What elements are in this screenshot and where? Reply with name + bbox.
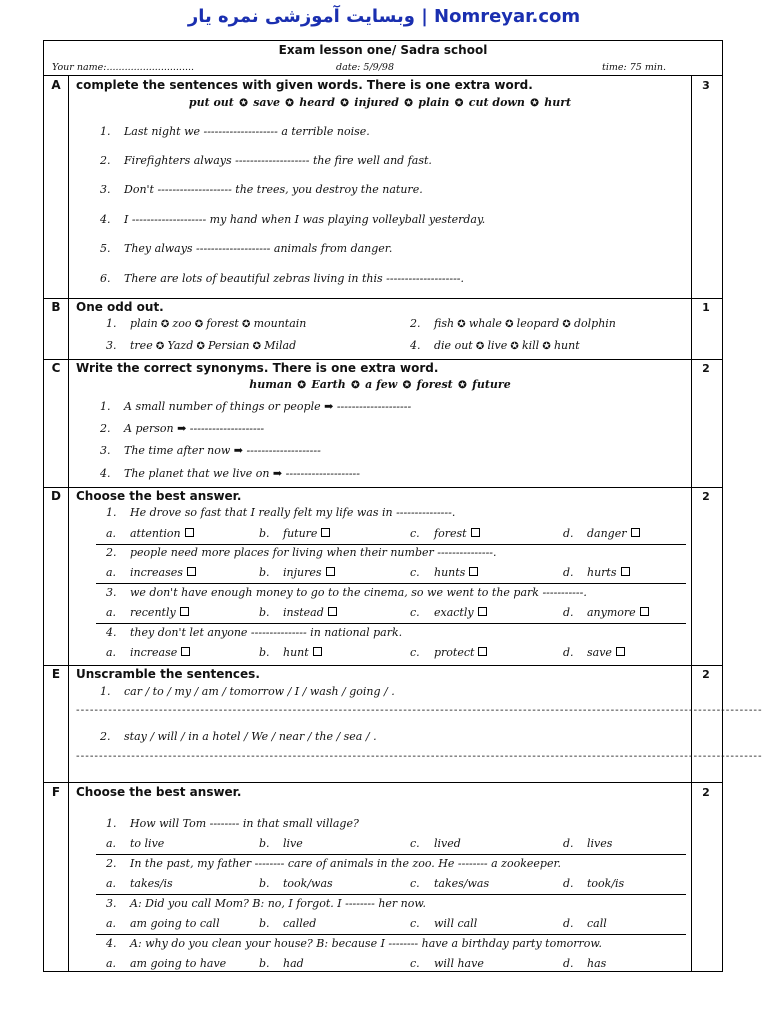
synonym-item <box>100 467 360 480</box>
option-text: protect <box>434 646 475 659</box>
item-text: In the past, my father -------- care of animals in the zoo. He -------- a zookeeper. <box>130 857 562 870</box>
checkbox-icon[interactable] <box>478 607 487 616</box>
question-divider <box>96 934 686 935</box>
option-text: hunt <box>283 646 309 659</box>
answer-option[interactable] <box>410 917 477 930</box>
option-label: b. <box>259 837 270 850</box>
answer-option[interactable] <box>106 606 189 619</box>
option-label: b. <box>259 957 270 970</box>
item-number: 4. <box>106 626 117 639</box>
word-bank-item: injured <box>354 96 399 109</box>
section-title: complete the sentences with given words. There is one extra word. <box>76 78 533 92</box>
option-label: d. <box>563 917 574 930</box>
synonym-item <box>100 444 321 457</box>
bullet-icon: ✪ <box>454 319 469 330</box>
word-bank-item: hurt <box>544 96 572 109</box>
bullet-icon: ✪ <box>501 319 517 330</box>
bullet-icon: ✪ <box>281 98 298 109</box>
question-divider <box>96 623 686 624</box>
choice-word[interactable]: Milad <box>264 339 297 352</box>
option-label: b. <box>259 566 270 579</box>
checkbox-icon[interactable] <box>469 567 478 576</box>
section-title: One odd out. <box>76 300 164 314</box>
item-text: they don't let anyone --------------- in national park. <box>130 626 403 639</box>
question-text <box>106 586 587 599</box>
sentence-item <box>100 213 485 226</box>
word-bank-item: heard <box>299 96 335 109</box>
answer-option[interactable] <box>259 606 337 619</box>
answer-option[interactable] <box>106 566 196 579</box>
choice-word[interactable]: fish <box>434 317 455 330</box>
sentence-item <box>100 272 464 285</box>
item-number: 1. <box>100 125 111 138</box>
option-label: a. <box>106 566 117 579</box>
option-text: has <box>587 957 607 970</box>
section-letter: D <box>51 489 61 503</box>
answer-option[interactable] <box>259 917 316 930</box>
item-number: 4. <box>410 339 421 352</box>
section-letter: B <box>51 300 61 314</box>
answer-option[interactable] <box>410 566 478 579</box>
word-bank-item: Earth <box>311 378 346 391</box>
choice-word[interactable]: zoo <box>172 317 192 330</box>
answer-option[interactable] <box>106 527 194 540</box>
answer-option[interactable] <box>563 527 640 540</box>
checkbox-icon[interactable] <box>471 528 480 537</box>
checkbox-icon[interactable] <box>478 647 487 656</box>
choice-word[interactable]: plain <box>130 317 158 330</box>
answer-option[interactable] <box>259 877 333 890</box>
option-text: lived <box>434 837 461 850</box>
synonym-item <box>100 422 264 435</box>
section-score: 2 <box>702 668 710 681</box>
item-number: 3. <box>100 183 111 196</box>
option-text: am going to have <box>130 957 227 970</box>
checkbox-icon[interactable] <box>631 528 640 537</box>
answer-option[interactable] <box>259 527 330 540</box>
word-bank-item: a few <box>365 378 398 391</box>
odd-one-out-item <box>106 317 306 330</box>
checkbox-icon[interactable] <box>321 528 330 537</box>
answer-option[interactable] <box>410 606 487 619</box>
item-number: 3. <box>100 444 111 457</box>
section-divider <box>44 359 722 360</box>
option-label: d. <box>563 837 574 850</box>
bullet-icon: ✪ <box>399 380 415 391</box>
answer-line[interactable]: ----------------------------------------------------------------------------------------------------------------------------------------------------- <box>76 705 763 716</box>
bullet-icon: ✪ <box>539 341 554 352</box>
option-text: takes/was <box>434 877 490 890</box>
word-bank-item: put out <box>188 96 234 109</box>
bullet-icon: ✪ <box>559 319 574 330</box>
question-text <box>106 626 402 639</box>
answer-option[interactable] <box>106 837 164 850</box>
item-number: 2. <box>100 154 111 167</box>
section-score: 2 <box>702 490 710 503</box>
option-text: danger <box>587 527 627 540</box>
item-number: 3. <box>106 586 117 599</box>
exam-title: Exam lesson one/ Sadra school <box>278 43 488 57</box>
answer-option[interactable] <box>410 527 480 540</box>
option-text: increases <box>130 566 183 579</box>
item-number: 2. <box>106 857 117 870</box>
option-text: takes/is <box>130 877 173 890</box>
item-text: A: Did you call Mom? B: no, I forgot. I -------- her now. <box>130 897 426 910</box>
section-score: 1 <box>702 301 710 314</box>
item-text: A small number of things or people ➡ -------------------- <box>124 400 412 413</box>
item-number: 1. <box>106 506 117 519</box>
option-label: c. <box>410 646 420 659</box>
item-text: Firefighters always -------------------- the fire well and fast. <box>124 154 432 167</box>
item-number: 2. <box>410 317 421 330</box>
option-text: forest <box>434 527 467 540</box>
item-text: A: why do you clean your house? B: because I -------- have a birthday party tomorrow. <box>130 937 603 950</box>
option-text: to live <box>130 837 165 850</box>
item-number: 3. <box>106 897 117 910</box>
item-number: 1. <box>100 685 111 698</box>
exam-date: date: 5/9/98 <box>336 62 394 73</box>
word-bank-item: cut down <box>468 96 525 109</box>
scramble-item <box>100 730 377 743</box>
question-text <box>106 506 455 519</box>
option-text: took/was <box>283 877 333 890</box>
option-text: increase <box>130 646 178 659</box>
choice-word[interactable]: Yazd <box>167 339 194 352</box>
choice-word[interactable]: forest <box>206 317 239 330</box>
section-divider <box>44 782 722 783</box>
option-text: will call <box>434 917 478 930</box>
section-letter: E <box>51 667 61 681</box>
choice-word[interactable]: dolphin <box>573 317 616 330</box>
option-text: instead <box>283 606 324 619</box>
option-text: am going to call <box>130 917 220 930</box>
answer-option[interactable] <box>563 877 624 890</box>
section-letter: F <box>51 785 61 799</box>
option-label: b. <box>259 877 270 890</box>
option-text: live <box>283 837 303 850</box>
question-text <box>106 546 497 559</box>
item-text: The planet that we live on ➡ -------------------- <box>124 467 360 480</box>
option-label: c. <box>410 957 420 970</box>
item-text: There are lots of beautiful zebras living in this --------------------. <box>124 272 465 285</box>
checkbox-icon[interactable] <box>180 607 189 616</box>
option-label: c. <box>410 566 420 579</box>
bullet-icon: ✪ <box>152 341 168 352</box>
section-title: Unscramble the sentences. <box>76 667 260 681</box>
word-bank <box>68 378 692 391</box>
option-label: a. <box>106 877 117 890</box>
question-text <box>106 897 426 910</box>
exam-sheet <box>43 40 763 972</box>
choice-word[interactable]: tree <box>130 339 153 352</box>
answer-option[interactable] <box>259 837 303 850</box>
option-text: called <box>283 917 317 930</box>
question-divider <box>96 894 686 895</box>
scramble-item <box>100 685 395 698</box>
sentence-item <box>100 183 423 196</box>
answer-option[interactable] <box>106 877 173 890</box>
item-number: 1. <box>106 817 117 830</box>
option-label: a. <box>106 957 117 970</box>
option-label: a. <box>106 527 117 540</box>
item-text: A person ➡ -------------------- <box>124 422 265 435</box>
item-text: Don't -------------------- the trees, you destroy the nature. <box>124 183 423 196</box>
checkbox-icon[interactable] <box>181 647 190 656</box>
item-text: How will Tom -------- in that small village? <box>130 817 359 830</box>
item-text: car / to / my / am / tomorrow / I / wash / going / . <box>124 685 395 698</box>
option-label: b. <box>259 917 270 930</box>
section-letter: C <box>51 361 61 375</box>
bullet-icon: ✪ <box>472 341 488 352</box>
question-divider <box>96 583 686 584</box>
letter-column-line <box>68 75 69 971</box>
question-text <box>106 857 561 870</box>
word-bank <box>68 96 692 109</box>
question-text <box>106 817 359 830</box>
sentence-item <box>100 242 392 255</box>
item-text: people need more places for living when their number ---------------. <box>130 546 497 559</box>
answer-option[interactable] <box>259 646 322 659</box>
answer-option[interactable] <box>563 917 607 930</box>
sentence-item <box>100 154 432 167</box>
item-text: He drove so fast that I really felt my life was in ---------------. <box>130 506 456 519</box>
synonym-item <box>100 400 411 413</box>
bullet-icon: ✪ <box>454 380 471 391</box>
option-label: c. <box>410 917 420 930</box>
item-text: stay / will / in a hotel / We / near / the / sea / . <box>124 730 377 743</box>
choice-word[interactable]: die out <box>434 339 473 352</box>
item-text: Last night we -------------------- a terrible noise. <box>124 125 370 138</box>
bullet-icon: ✪ <box>193 341 209 352</box>
name-field: Your name:............................. <box>52 62 195 73</box>
item-number: 5. <box>100 242 111 255</box>
option-label: b. <box>259 527 270 540</box>
checkbox-icon[interactable] <box>616 647 625 656</box>
section-divider <box>44 665 722 666</box>
word-bank-item: future <box>472 378 511 391</box>
option-text: injures <box>283 566 322 579</box>
item-number: 2. <box>106 546 117 559</box>
option-label: a. <box>106 837 117 850</box>
checkbox-icon[interactable] <box>187 567 196 576</box>
option-label: d. <box>563 957 574 970</box>
option-text: future <box>283 527 318 540</box>
bullet-icon: ✪ <box>238 319 254 330</box>
item-text: I -------------------- my hand when I was playing volleyball yesterday. <box>124 213 486 226</box>
item-number: 2. <box>100 422 111 435</box>
item-number: 4. <box>100 467 111 480</box>
choice-word[interactable]: mountain <box>253 317 307 330</box>
choice-word[interactable]: kill <box>521 339 540 352</box>
answer-option[interactable] <box>563 566 630 579</box>
question-text <box>106 937 602 950</box>
option-text: recently <box>130 606 176 619</box>
bullet-icon: ✪ <box>347 380 364 391</box>
choice-word[interactable]: hunt <box>553 339 580 352</box>
question-divider <box>96 854 686 855</box>
item-text: we don't have enough money to go to the cinema, so we went to the park -----------. <box>130 586 587 599</box>
odd-one-out-item <box>106 339 296 352</box>
option-label: d. <box>563 646 574 659</box>
bullet-icon: ✪ <box>507 341 522 352</box>
checkbox-icon[interactable] <box>640 607 649 616</box>
option-text: hunts <box>434 566 466 579</box>
bullet-icon: ✪ <box>400 98 417 109</box>
item-number: 3. <box>106 339 117 352</box>
answer-option[interactable] <box>410 837 461 850</box>
choice-word[interactable]: leopard <box>516 317 560 330</box>
choice-word[interactable]: whale <box>468 317 502 330</box>
item-text: They always -------------------- animals from danger. <box>124 242 393 255</box>
item-number: 4. <box>100 213 111 226</box>
sentence-item <box>100 125 370 138</box>
section-title: Choose the best answer. <box>76 489 242 503</box>
section-divider <box>44 298 722 299</box>
bullet-icon: ✪ <box>235 98 252 109</box>
section-score: 2 <box>702 786 710 799</box>
item-number: 6. <box>100 272 111 285</box>
checkbox-icon[interactable] <box>621 567 630 576</box>
section-title: Choose the best answer. <box>76 785 242 799</box>
answer-option[interactable] <box>259 566 335 579</box>
option-text: took/is <box>587 877 625 890</box>
word-bank-item: forest <box>416 378 453 391</box>
answer-option[interactable] <box>410 646 487 659</box>
checkbox-icon[interactable] <box>185 528 194 537</box>
question-divider <box>96 544 686 545</box>
section-letter: A <box>51 78 61 92</box>
option-label: d. <box>563 527 574 540</box>
header-divider <box>44 75 722 76</box>
item-number: 1. <box>106 317 117 330</box>
bullet-icon: ✪ <box>336 98 353 109</box>
bullet-icon: ✪ <box>526 98 543 109</box>
answer-option[interactable] <box>563 646 625 659</box>
answer-option[interactable] <box>563 837 612 850</box>
word-bank-item: human <box>249 378 293 391</box>
odd-one-out-item <box>410 339 580 352</box>
bullet-icon: ✪ <box>451 98 467 109</box>
score-column-line <box>691 75 692 971</box>
site-banner: وبسایت آموزشی نمره یار | Nomreyar.com <box>187 6 581 27</box>
option-label: c. <box>410 837 420 850</box>
option-text: anymore <box>587 606 636 619</box>
choice-word[interactable]: Persian <box>208 339 250 352</box>
answer-line[interactable]: ----------------------------------------------------------------------------------------------------------------------------------------------------- <box>76 751 763 762</box>
option-label: a. <box>106 606 117 619</box>
option-label: d. <box>563 606 574 619</box>
section-score: 3 <box>702 79 710 92</box>
item-text: The time after now ➡ -------------------- <box>124 444 321 457</box>
option-label: c. <box>410 606 420 619</box>
word-bank-item: plain <box>418 96 450 109</box>
answer-option[interactable] <box>106 646 190 659</box>
choice-word[interactable]: live <box>487 339 508 352</box>
odd-one-out-item <box>410 317 616 330</box>
option-label: d. <box>563 877 574 890</box>
option-text: attention <box>130 527 181 540</box>
bullet-icon: ✪ <box>191 319 207 330</box>
option-text: had <box>283 957 304 970</box>
answer-option[interactable] <box>106 917 220 930</box>
item-number: 2. <box>100 730 111 743</box>
section-divider <box>44 487 722 488</box>
checkbox-icon[interactable] <box>326 567 335 576</box>
option-text: call <box>587 917 607 930</box>
answer-option[interactable] <box>106 957 226 970</box>
option-label: d. <box>563 566 574 579</box>
option-label: b. <box>259 646 270 659</box>
option-label: c. <box>410 527 420 540</box>
answer-option[interactable] <box>563 957 606 970</box>
checkbox-icon[interactable] <box>313 647 322 656</box>
bullet-icon: ✪ <box>249 341 265 352</box>
answer-option[interactable] <box>410 957 484 970</box>
option-text: exactly <box>434 606 474 619</box>
bullet-icon: ✪ <box>294 380 310 391</box>
checkbox-icon[interactable] <box>328 607 337 616</box>
option-text: hurts <box>587 566 617 579</box>
word-bank-item: save <box>253 96 280 109</box>
answer-option[interactable] <box>259 957 304 970</box>
item-number: 1. <box>100 400 111 413</box>
option-label: a. <box>106 917 117 930</box>
answer-option[interactable] <box>563 606 649 619</box>
option-label: c. <box>410 877 420 890</box>
option-label: b. <box>259 606 270 619</box>
section-score: 2 <box>702 362 710 375</box>
answer-option[interactable] <box>410 877 489 890</box>
option-label: a. <box>106 646 117 659</box>
bullet-icon: ✪ <box>157 319 173 330</box>
section-title: Write the correct synonyms. There is one extra word. <box>76 361 439 375</box>
option-text: save <box>587 646 612 659</box>
option-text: lives <box>587 837 613 850</box>
option-text: will have <box>434 957 484 970</box>
exam-time: time: 75 min. <box>602 62 666 73</box>
item-number: 4. <box>106 937 117 950</box>
